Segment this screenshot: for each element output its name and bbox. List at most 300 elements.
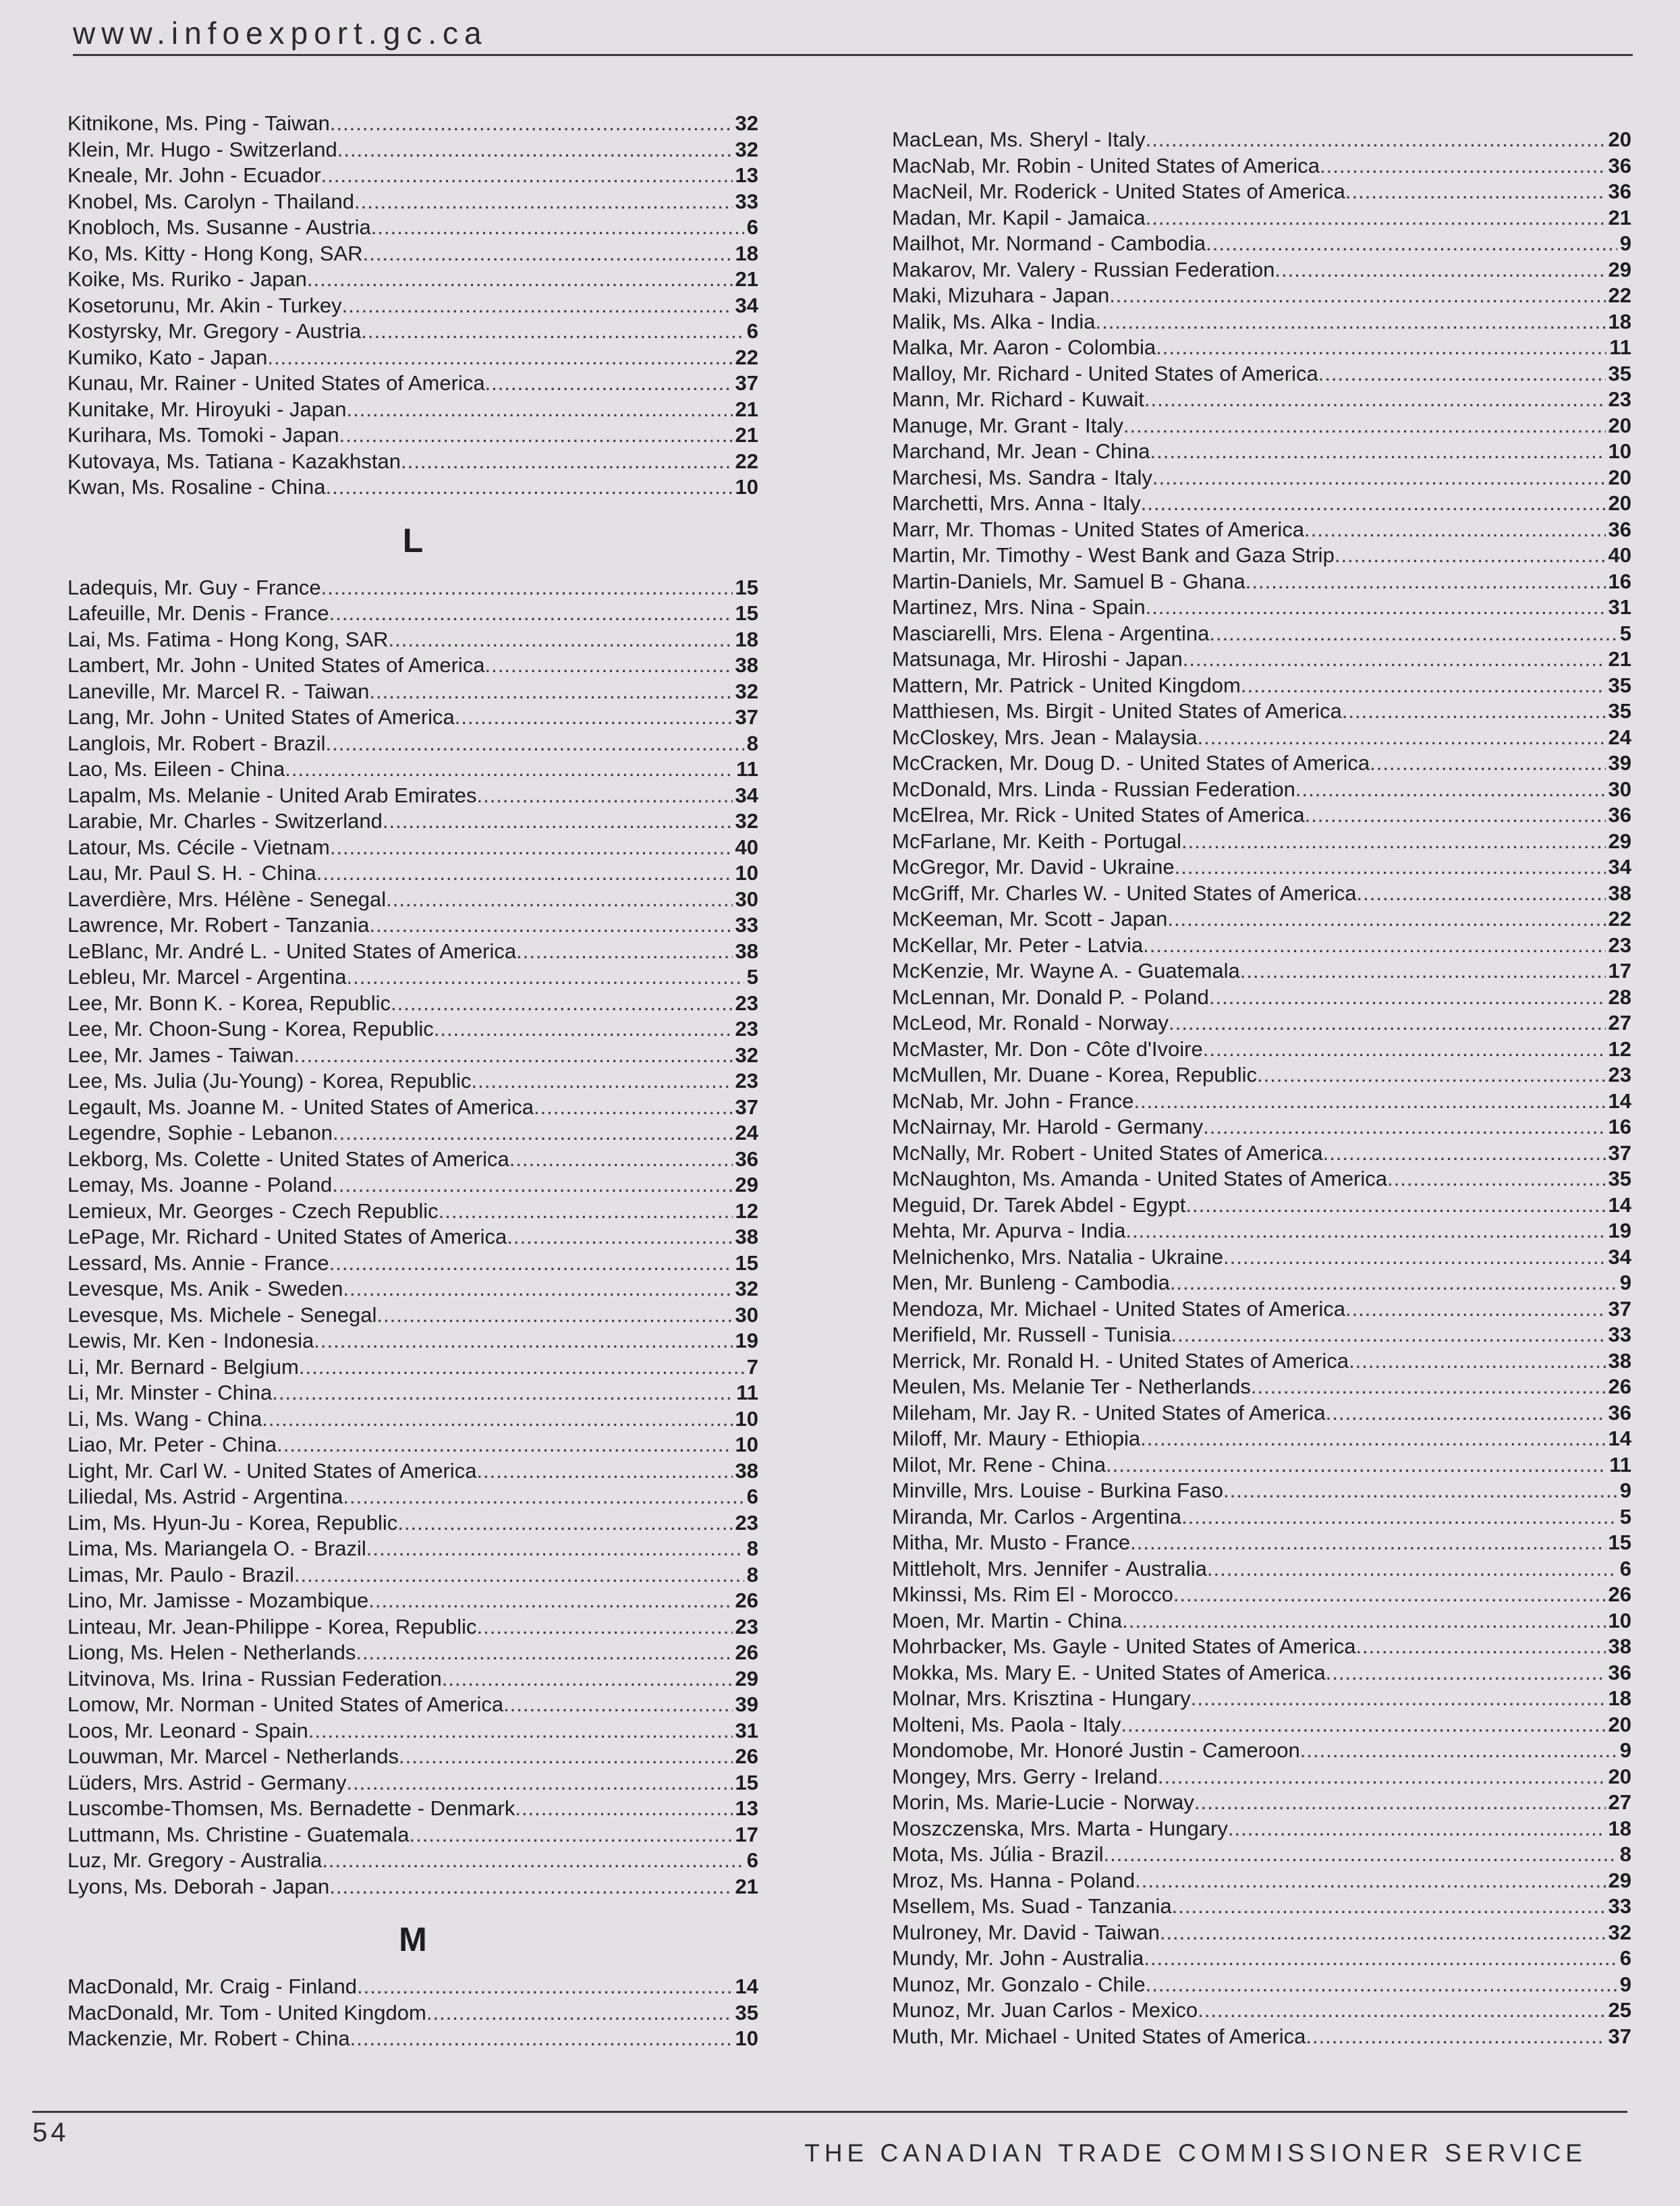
directory-entry bbox=[67, 627, 758, 653]
entry-page-number: 37 bbox=[735, 705, 758, 729]
entry-name: McNaughton, Ms. Amanda - United States of America bbox=[892, 1167, 1388, 1190]
dot-leader bbox=[376, 1302, 732, 1329]
entry-page-number: 21 bbox=[735, 1874, 758, 1898]
directory-entry bbox=[67, 1458, 758, 1485]
dot-leader bbox=[391, 991, 732, 1017]
entry-page-number: 21 bbox=[735, 397, 758, 421]
entry-name: Men, Mr. Bunleng - Cambodia bbox=[892, 1271, 1170, 1294]
entry-name: Lao, Ms. Eileen - China bbox=[67, 757, 285, 781]
dot-leader bbox=[347, 964, 744, 991]
entry-page-number: 26 bbox=[735, 1589, 758, 1612]
entry-name: Kosetorunu, Mr. Akin - Turkey bbox=[67, 293, 342, 317]
dot-leader bbox=[342, 293, 733, 319]
dot-leader bbox=[1320, 153, 1605, 180]
entry-name: Malik, Ms. Alka - India bbox=[892, 309, 1096, 333]
dot-leader bbox=[1143, 933, 1605, 959]
directory-entry bbox=[892, 1738, 1631, 1764]
directory-entry bbox=[67, 1510, 758, 1537]
entry-page-number: 23 bbox=[735, 1017, 758, 1041]
entry-page-number: 37 bbox=[735, 1095, 758, 1119]
entry-name: Levesque, Ms. Anik - Sweden bbox=[67, 1277, 343, 1300]
entry-name: Miloff, Mr. Maury - Ethiopia bbox=[892, 1427, 1141, 1450]
directory-entry bbox=[67, 267, 758, 293]
directory-entry bbox=[892, 335, 1631, 361]
directory-entry bbox=[892, 1608, 1631, 1634]
entry-page-number: 37 bbox=[1608, 2024, 1631, 2048]
dot-leader bbox=[1104, 1842, 1617, 1868]
entry-page-number: 38 bbox=[735, 653, 758, 677]
entry-name: McLeod, Mr. Ronald - Norway bbox=[892, 1011, 1169, 1035]
entry-page-number: 38 bbox=[735, 1225, 758, 1248]
directory-entry bbox=[892, 1764, 1631, 1790]
entry-name: Lafeuille, Mr. Denis - France bbox=[67, 601, 329, 625]
entry-page-number: 10 bbox=[1608, 439, 1631, 463]
entry-page-number: 13 bbox=[735, 163, 758, 187]
entry-page-number: 31 bbox=[735, 1718, 758, 1742]
directory-entry bbox=[67, 1848, 758, 1874]
directory-entry bbox=[67, 860, 758, 887]
entry-page-number: 38 bbox=[735, 939, 758, 963]
header-url: www.infoexport.gc.ca bbox=[73, 16, 488, 51]
entry-page-number: 6 bbox=[1619, 1946, 1631, 1970]
entry-page-number: 36 bbox=[1608, 1400, 1631, 1425]
dot-leader bbox=[1241, 673, 1606, 699]
entry-name: MacNab, Mr. Robin - United States of America bbox=[892, 153, 1320, 177]
entry-name: Litvinova, Ms. Irina - Russian Federation bbox=[67, 1666, 442, 1690]
directory-entry bbox=[67, 1770, 758, 1796]
dot-leader bbox=[472, 1068, 733, 1095]
entry-name: Marchand, Mr. Jean - China bbox=[892, 439, 1150, 463]
dot-leader bbox=[1146, 127, 1606, 153]
entry-page-number: 15 bbox=[735, 575, 758, 599]
entry-page-number: 35 bbox=[1608, 361, 1631, 385]
entry-name: Marchesi, Ms. Sandra - Italy bbox=[892, 465, 1152, 489]
directory-entry bbox=[67, 1432, 758, 1458]
entry-name: MacDonald, Mr. Craig - Finland bbox=[67, 1975, 357, 1998]
entry-page-number: 29 bbox=[735, 1666, 758, 1690]
entry-page-number: 36 bbox=[1608, 517, 1631, 541]
entry-page-number: 26 bbox=[735, 1744, 758, 1768]
directory-entry bbox=[892, 413, 1631, 439]
dot-leader bbox=[267, 345, 732, 371]
entry-name: Langlois, Mr. Robert - Brazil bbox=[67, 731, 326, 755]
entry-page-number: 11 bbox=[1609, 335, 1631, 359]
directory-entry bbox=[67, 731, 758, 757]
entry-name: McLennan, Mr. Donald P. - Poland bbox=[892, 985, 1209, 1009]
entry-name: Liao, Mr. Peter - China bbox=[67, 1433, 277, 1456]
directory-entry bbox=[892, 750, 1631, 777]
dot-leader bbox=[350, 2026, 733, 2052]
entry-page-number: 29 bbox=[735, 1173, 758, 1196]
entry-page-number: 16 bbox=[1608, 1115, 1631, 1138]
directory-entry bbox=[892, 1114, 1631, 1140]
dot-leader bbox=[277, 1432, 732, 1458]
entry-name: McGregor, Mr. David - Ukraine bbox=[892, 855, 1175, 879]
entry-name: Minville, Mrs. Louise - Burkina Faso bbox=[892, 1479, 1223, 1502]
dot-leader bbox=[361, 319, 744, 345]
directory-entry bbox=[892, 465, 1631, 491]
directory-entry bbox=[892, 231, 1631, 257]
entry-name: Msellem, Ms. Suad - Tanzania bbox=[892, 1894, 1172, 1918]
entry-page-number: 20 bbox=[1608, 413, 1631, 437]
directory-entry bbox=[892, 1634, 1631, 1660]
entry-page-number: 9 bbox=[1619, 231, 1631, 255]
entry-page-number: 5 bbox=[1619, 621, 1631, 645]
entry-page-number: 6 bbox=[746, 1485, 758, 1508]
directory-entry bbox=[67, 653, 758, 679]
directory-entry bbox=[892, 1426, 1631, 1452]
directory-entry bbox=[67, 601, 758, 627]
entry-page-number: 23 bbox=[1608, 933, 1631, 957]
directory-entry bbox=[67, 1328, 758, 1354]
directory-entry bbox=[892, 933, 1631, 959]
dot-leader bbox=[509, 1147, 733, 1173]
entry-name: Li, Ms. Wang - China bbox=[67, 1406, 262, 1431]
directory-entry bbox=[892, 1166, 1631, 1192]
entry-name: Madan, Mr. Kapil - Jamaica bbox=[892, 205, 1146, 229]
entry-page-number: 34 bbox=[735, 783, 758, 807]
entry-name: Makarov, Mr. Valery - Russian Federation bbox=[892, 257, 1275, 281]
dot-leader bbox=[1206, 231, 1617, 257]
entry-page-number: 36 bbox=[735, 1147, 758, 1171]
directory-entry bbox=[892, 1296, 1631, 1323]
entry-page-number: 10 bbox=[1608, 1608, 1631, 1632]
entry-page-number: 31 bbox=[1608, 595, 1631, 619]
entry-name: Merifield, Mr. Russell - Tunisia bbox=[892, 1323, 1171, 1346]
entry-name: Malka, Mr. Aaron - Colombia bbox=[892, 335, 1156, 359]
directory-entry bbox=[892, 1712, 1631, 1738]
dot-leader bbox=[1160, 1920, 1606, 1946]
dot-leader bbox=[434, 1016, 733, 1043]
dot-leader bbox=[442, 1666, 733, 1692]
entry-name: Lino, Mr. Jamisse - Mozambique bbox=[67, 1589, 369, 1612]
dot-leader bbox=[1172, 1894, 1606, 1920]
entry-name: Moen, Mr. Martin - China bbox=[892, 1608, 1123, 1632]
dot-leader bbox=[1185, 1192, 1605, 1219]
entry-page-number: 32 bbox=[1608, 1920, 1631, 1944]
dot-leader bbox=[1181, 829, 1606, 855]
entry-page-number: 32 bbox=[735, 1043, 758, 1067]
directory-entry bbox=[67, 1974, 758, 2000]
dot-leader bbox=[1326, 1660, 1606, 1686]
directory-entry bbox=[67, 887, 758, 913]
entry-page-number: 5 bbox=[746, 965, 758, 989]
dot-leader bbox=[1203, 1114, 1605, 1140]
section-heading: M bbox=[399, 1921, 427, 1958]
footer-title: THE CANADIAN TRADE COMMISSIONER SERVICE bbox=[804, 2139, 1587, 2167]
entry-page-number: 19 bbox=[735, 1329, 758, 1352]
dot-leader bbox=[293, 1043, 732, 1069]
directory-entry bbox=[67, 1276, 758, 1302]
entry-page-number: 23 bbox=[1608, 1063, 1631, 1086]
entry-name: McMullen, Mr. Duane - Korea, Republic bbox=[892, 1063, 1258, 1086]
entry-name: Levesque, Ms. Michele - Senegal bbox=[67, 1302, 377, 1327]
dot-leader bbox=[1121, 1712, 1605, 1738]
section-heading: L bbox=[402, 521, 424, 559]
directory-entry bbox=[892, 1452, 1631, 1479]
entry-name: Molteni, Ms. Paola - Italy bbox=[892, 1712, 1121, 1736]
entry-name: Mackenzie, Mr. Robert - China bbox=[67, 2026, 350, 2050]
entry-name: Miranda, Mr. Carlos - Argentina bbox=[892, 1504, 1182, 1528]
directory-entry bbox=[892, 1348, 1631, 1375]
entry-page-number: 30 bbox=[1608, 777, 1631, 801]
dot-leader bbox=[1228, 1816, 1606, 1842]
entry-page-number: 32 bbox=[735, 679, 758, 703]
directory-entry bbox=[892, 1192, 1631, 1219]
dot-leader bbox=[1326, 1400, 1606, 1427]
directory-entry bbox=[892, 1270, 1631, 1296]
directory-entry bbox=[892, 1400, 1631, 1427]
dot-leader bbox=[330, 111, 733, 137]
entry-page-number: 35 bbox=[1608, 673, 1631, 697]
directory-column-right bbox=[892, 127, 1631, 2049]
dot-leader bbox=[476, 1458, 732, 1485]
dot-leader bbox=[321, 575, 733, 601]
entry-name: Mroz, Ms. Hanna - Poland bbox=[892, 1868, 1136, 1892]
entry-name: McKeeman, Mr. Scott - Japan bbox=[892, 907, 1168, 931]
directory-entry bbox=[67, 345, 758, 371]
entry-page-number: 9 bbox=[1619, 1479, 1631, 1502]
dot-leader bbox=[1295, 777, 1606, 803]
entry-name: Liong, Ms. Helen - Netherlands bbox=[67, 1640, 356, 1664]
dot-leader bbox=[410, 1822, 733, 1848]
dot-leader bbox=[397, 1510, 732, 1537]
dot-leader bbox=[401, 449, 733, 475]
entry-name: Lapalm, Ms. Melanie - United Arab Emirates bbox=[67, 783, 477, 807]
directory-entry bbox=[892, 361, 1631, 387]
entry-page-number: 28 bbox=[1608, 985, 1631, 1009]
entry-name: Lebleu, Mr. Marcel - Argentina bbox=[67, 965, 347, 989]
directory-entry bbox=[892, 802, 1631, 829]
entry-page-number: 6 bbox=[746, 215, 758, 239]
dot-leader bbox=[383, 808, 733, 835]
entry-name: Laneville, Mr. Marcel R. - Taiwan bbox=[67, 679, 370, 703]
entry-page-number: 33 bbox=[1608, 1894, 1631, 1918]
directory-entry bbox=[892, 1920, 1631, 1946]
entry-page-number: 32 bbox=[735, 137, 758, 161]
entry-name: Mehta, Mr. Apurva - India bbox=[892, 1219, 1126, 1242]
entry-page-number: 26 bbox=[1608, 1582, 1631, 1606]
entry-page-number: 15 bbox=[735, 601, 758, 625]
directory-entry bbox=[892, 1530, 1631, 1556]
entry-name: Koike, Ms. Ruriko - Japan bbox=[67, 267, 307, 291]
directory-entry bbox=[892, 1790, 1631, 1816]
entry-name: Mota, Ms. Júlia - Brazil bbox=[892, 1842, 1104, 1866]
entry-name: Lemay, Ms. Joanne - Poland bbox=[67, 1173, 333, 1196]
entry-page-number: 35 bbox=[735, 2000, 758, 2024]
entry-name: Luscombe-Thomsen, Ms. Bernadette - Denmark bbox=[67, 1796, 515, 1820]
dot-leader bbox=[369, 679, 732, 705]
dot-leader bbox=[333, 1120, 733, 1147]
entry-page-number: 20 bbox=[1608, 128, 1631, 151]
directory-entry bbox=[67, 1588, 758, 1614]
entry-name: Liliedal, Ms. Astrid - Argentina bbox=[67, 1485, 343, 1508]
dot-leader bbox=[357, 1974, 733, 2000]
directory-entry bbox=[67, 370, 758, 397]
dot-leader bbox=[332, 1172, 732, 1198]
entry-name: Kwan, Ms. Rosaline - China bbox=[67, 475, 326, 499]
entry-page-number: 26 bbox=[735, 1640, 758, 1664]
dot-leader bbox=[1106, 1452, 1606, 1479]
entry-page-number: 10 bbox=[735, 2026, 758, 2050]
directory-entry bbox=[67, 137, 758, 163]
entry-name: Lee, Ms. Julia (Ju-Young) - Korea, Republic bbox=[67, 1069, 472, 1093]
directory-entry bbox=[892, 2024, 1631, 2050]
entry-name: Martinez, Mrs. Nina - Spain bbox=[892, 595, 1146, 619]
entry-name: Light, Mr. Carl W. - United States of America bbox=[67, 1458, 477, 1483]
directory-entry bbox=[67, 293, 758, 319]
entry-page-number: 14 bbox=[1608, 1088, 1631, 1113]
dot-leader bbox=[369, 912, 732, 939]
dot-leader bbox=[321, 163, 733, 189]
entry-name: Mattern, Mr. Patrick - United Kingdom bbox=[892, 673, 1241, 697]
entry-page-number: 37 bbox=[1608, 1140, 1631, 1165]
entry-page-number: 38 bbox=[1608, 881, 1631, 905]
directory-entry bbox=[67, 835, 758, 861]
entry-page-number: 17 bbox=[1608, 959, 1631, 983]
entry-name: Kurihara, Ms. Tomoki - Japan bbox=[67, 423, 339, 447]
entry-page-number: 9 bbox=[1619, 1271, 1631, 1294]
directory-entry bbox=[892, 854, 1631, 881]
directory-entry bbox=[892, 673, 1631, 699]
dot-leader bbox=[1197, 725, 1605, 751]
directory-entry bbox=[892, 257, 1631, 283]
dot-leader bbox=[1198, 1997, 1605, 2024]
directory-entry bbox=[67, 449, 758, 475]
directory-entry bbox=[67, 1198, 758, 1225]
dot-leader bbox=[1171, 1322, 1605, 1348]
dot-leader bbox=[1169, 1010, 1605, 1037]
dot-leader bbox=[1158, 1764, 1606, 1790]
directory-entry bbox=[67, 474, 758, 501]
entry-page-number: 23 bbox=[735, 1614, 758, 1638]
entry-page-number: 39 bbox=[1608, 751, 1631, 775]
dot-leader bbox=[329, 1250, 733, 1277]
entry-page-number: 40 bbox=[1608, 543, 1631, 567]
dot-leader bbox=[326, 474, 733, 501]
dot-leader bbox=[1345, 1296, 1606, 1323]
dot-leader bbox=[322, 1848, 744, 1874]
entry-name: Marchetti, Mrs. Anna - Italy bbox=[892, 491, 1141, 515]
directory-entry bbox=[892, 1582, 1631, 1608]
directory-entry bbox=[67, 1147, 758, 1173]
directory-entry bbox=[892, 1686, 1631, 1712]
entry-page-number: 18 bbox=[1608, 1816, 1631, 1840]
entry-page-number: 36 bbox=[1608, 803, 1631, 827]
entry-name: LePage, Mr. Richard - United States of America bbox=[67, 1225, 507, 1248]
directory-entry bbox=[892, 205, 1631, 231]
dot-leader bbox=[1251, 1374, 1606, 1400]
directory-entry bbox=[892, 153, 1631, 180]
entry-page-number: 8 bbox=[1619, 1842, 1631, 1866]
entry-page-number: 10 bbox=[735, 475, 758, 499]
entry-page-number: 35 bbox=[1608, 1167, 1631, 1190]
entry-page-number: 9 bbox=[1619, 1738, 1631, 1762]
dot-leader bbox=[1223, 1244, 1606, 1271]
entry-page-number: 14 bbox=[735, 1975, 758, 1998]
entry-name: Martin, Mr. Timothy - West Bank and Gaza Strip bbox=[892, 543, 1335, 567]
entry-name: Lawrence, Mr. Robert - Tanzania bbox=[67, 913, 370, 937]
directory-entry bbox=[67, 1380, 758, 1406]
directory-entry bbox=[67, 1640, 758, 1666]
entry-name: Mileham, Mr. Jay R. - United States of America bbox=[892, 1400, 1326, 1425]
dot-leader bbox=[1167, 906, 1605, 933]
dot-leader bbox=[515, 1796, 732, 1822]
entry-page-number: 14 bbox=[1608, 1427, 1631, 1450]
entry-name: Lyons, Ms. Deborah - Japan bbox=[67, 1874, 330, 1898]
dot-leader bbox=[294, 1562, 744, 1589]
entry-name: Maki, Mizuhara - Japan bbox=[892, 283, 1110, 307]
dot-leader bbox=[1335, 543, 1606, 569]
directory-entry bbox=[67, 575, 758, 601]
dot-leader bbox=[272, 1380, 733, 1406]
directory-entry bbox=[67, 1068, 758, 1095]
directory-entry bbox=[67, 705, 758, 731]
entry-name: Lee, Mr. James - Taiwan bbox=[67, 1043, 294, 1067]
dot-leader bbox=[1323, 1140, 1606, 1167]
directory-entry bbox=[892, 1062, 1631, 1088]
directory-entry bbox=[67, 1874, 758, 1900]
entry-page-number: 22 bbox=[735, 345, 758, 369]
dot-leader bbox=[477, 1614, 733, 1640]
entry-page-number: 27 bbox=[1608, 1011, 1631, 1035]
entry-page-number: 5 bbox=[1619, 1504, 1631, 1528]
entry-page-number: 38 bbox=[735, 1458, 758, 1483]
directory-entry bbox=[67, 756, 758, 783]
directory-entry bbox=[67, 215, 758, 241]
entry-page-number: 22 bbox=[735, 449, 758, 473]
entry-page-number: 22 bbox=[1608, 907, 1631, 931]
entry-name: Mulroney, Mr. David - Taiwan bbox=[892, 1920, 1160, 1944]
directory-entry bbox=[67, 912, 758, 939]
dot-leader bbox=[299, 1354, 744, 1381]
entry-name: Ko, Ms. Kitty - Hong Kong, SAR bbox=[67, 241, 363, 265]
dot-leader bbox=[534, 1095, 733, 1121]
entry-name: McNairnay, Mr. Harold - Germany bbox=[892, 1115, 1204, 1138]
entry-name: Linteau, Mr. Jean-Philippe - Korea, Republic bbox=[67, 1614, 477, 1638]
directory-entry bbox=[67, 939, 758, 965]
directory-entry bbox=[892, 387, 1631, 413]
entry-page-number: 16 bbox=[1608, 569, 1631, 593]
entry-name: McKellar, Mr. Peter - Latvia bbox=[892, 933, 1144, 957]
dot-leader bbox=[1209, 621, 1617, 647]
entry-page-number: 23 bbox=[735, 991, 758, 1015]
entry-page-number: 15 bbox=[735, 1250, 758, 1275]
entry-page-number: 33 bbox=[1608, 1323, 1631, 1346]
directory-entry bbox=[67, 319, 758, 345]
entry-name: Munoz, Mr. Juan Carlos - Mexico bbox=[892, 1998, 1198, 2022]
directory-entry bbox=[892, 1010, 1631, 1037]
entry-name: Kutovaya, Ms. Tatiana - Kazakhstan bbox=[67, 449, 401, 473]
entry-page-number: 38 bbox=[1608, 1634, 1631, 1658]
dot-leader bbox=[1345, 179, 1606, 205]
entry-name: McElrea, Mr. Rick - United States of America bbox=[892, 803, 1305, 827]
dot-leader bbox=[1144, 1946, 1617, 1972]
dot-leader bbox=[371, 215, 744, 241]
directory-entry bbox=[67, 1302, 758, 1329]
dot-leader bbox=[1183, 646, 1606, 673]
dot-leader bbox=[366, 1536, 744, 1562]
directory-entry bbox=[67, 1796, 758, 1822]
directory-entry bbox=[67, 422, 758, 449]
directory-column-left bbox=[67, 111, 758, 2052]
entry-name: Larabie, Mr. Charles - Switzerland bbox=[67, 809, 383, 833]
entry-page-number: 8 bbox=[746, 731, 758, 755]
dot-leader bbox=[1150, 439, 1606, 465]
entry-name: Mundy, Mr. John - Australia bbox=[892, 1946, 1144, 1970]
entry-name: Lekborg, Ms. Colette - United States of America bbox=[67, 1147, 509, 1171]
directory-entry bbox=[67, 397, 758, 423]
